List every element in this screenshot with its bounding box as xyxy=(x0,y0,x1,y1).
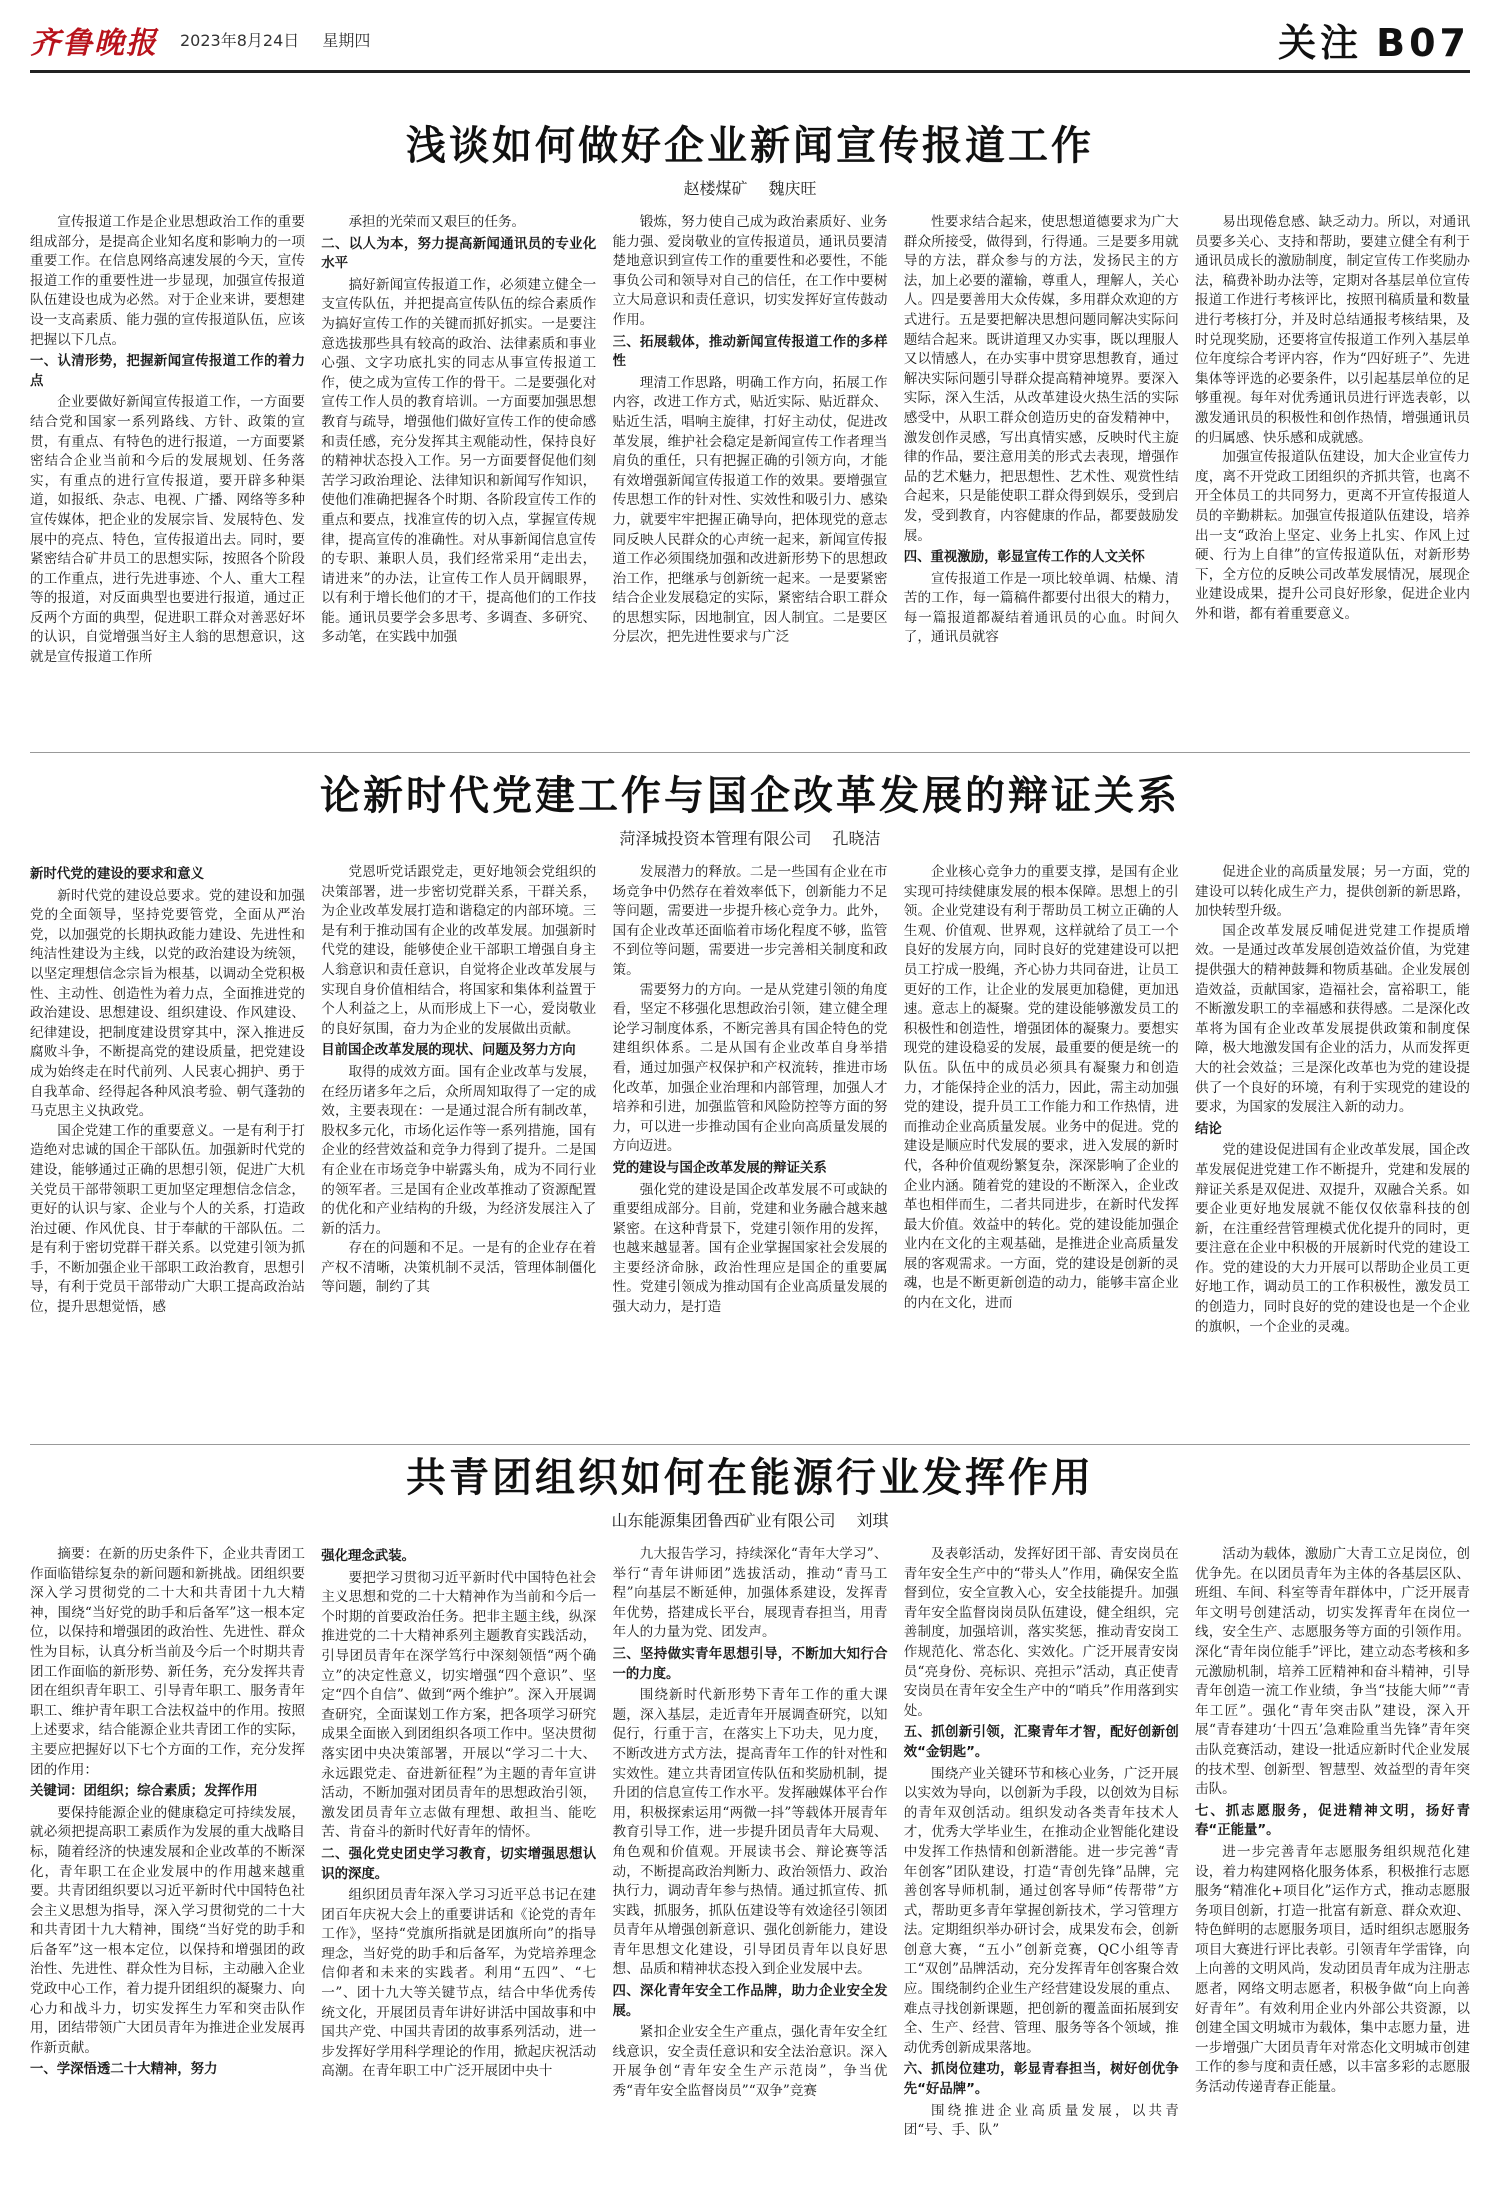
byline-author: 魏庆旺 xyxy=(768,179,817,198)
issue-weekday: 星期四 xyxy=(322,31,371,50)
subheading: 五、抓创新引领，汇聚青年才智，配好创新创效“金钥匙”。 xyxy=(903,1725,1179,1760)
paragraph: 要把学习贯彻习近平新时代中国特色社会主义思想和党的二十大精神作为当前和今后一个时期的首要政治任务。把非主题主线，纵深推进党的二十大精神系列主题教育实践活动，引导团员青年在深学笃行中深刻领悟“两个确立”的决定性意义，切实增强“四个意识”、坚定“四个自信”、做到“两个维护”。深入开展调查研究，全面谋划工作方案，把各项学习研究成果全面嵌入到团组织各项工作中。坚决贯彻落实团中央决策部署，开展以“学习二十大、永远跟党走、奋进新征程”为主题的青年宣讲活动，不断加强对团员青年的思想政治引领，激发团员青年立志做有理想、敢担当、能吃苦、肯奋斗的新时代好青年的情怀。 xyxy=(321,1569,597,1841)
paragraph: 国企党建工作的重要意义。一是有利于打造绝对忠诚的国企干部队伍。加强新时代党的建设，能够通过正确的思想引领，促进广大机关党员干部带领职工更加坚定理想信念信念，更好的认识与家、企业与个人的关系，打造政治过硬、作风优良、甘于奉献的干部队伍。二是有利于密切党群干群关系。以党建引领为抓手，不断加强企业干部职工政治教育，思想引导，有利于党员干部带动广大职工提高政治站位，提升思想觉悟，感 xyxy=(30,1122,305,1316)
article-2 xyxy=(30,770,1470,1440)
paragraph: 企业核心竞争力的重要支撑，是国有企业实现可持续健康发展的根本保障。思想上的引领。企业党建设有利于帮助员工树立正确的人生观、价值观、世界观，这样就给了员工一个良好的发展方向，同时良好的党建建设可以把员工拧成一股绳，齐心协力共同奋进，让员工更好的工作，让企业的发展更加稳健，更加迅速。意志上的凝聚。党的建设能够激发员工的积极性和创造性，增强团体的凝聚力。要想实现党的建设稳妥的发展，最重要的便是统一的队伍。队伍中的成员必须具有凝聚力和创造力，才能保持企业的活力，因此，需主动加强党的建设，提升员工工作能力和工作热情，进而推动企业高质量发展。业务中的促进。党的建设是顺应时代发展的要求，进入发展的新时代，各种价值观纷繁复杂，深深影响了企业的企业内涵。随着党的建设的不断深入，企业改革也相伴而生，二者共同进步，在新时代发挥最大价值。效益中的转化。党的建设能加强企业内在文化的主观基础，是推进企业高质量发展的客观需求。一方面，党的建设是创新的灵魂，也是不断更新创造的动力，能够丰富企业的内在文化，进而 xyxy=(903,864,1179,1312)
paragraph: 活动为载体，激励广大青工立足岗位，创优争先。在以团员青年为主体的各基层区队、班组、车间、科室等青年群体中，广泛开展青年文明号创建活动，切实发挥青年在岗位一线，安全生产、志愿服务等方面的引领作用。深化“青年岗位能手”评比，建立动态考核和多元激励机制，培养工匠精神和奋斗精神，引导青年创造一流工作业绩，争当“技能大师”“青年工匠”。强化“青年突击队”建设，深入开展“青春建功‘十四五’急难险重当先锋”青年突击队竞赛活动，建设一批适应新时代企业发展的技术型、创新型、智慧型、效益型的青年突击队。 xyxy=(1195,1546,1470,1798)
text-column xyxy=(1195,1545,1470,2192)
text-column xyxy=(321,213,596,740)
subheading: 一、认清形势，把握新闻宣传报道工作的着力点 xyxy=(30,354,305,389)
subheading: 四、重视激励，彰显宣传工作的人文关怀 xyxy=(903,550,1145,566)
text-column xyxy=(30,1545,305,2192)
subheading: 三、坚持做实青年思想引导，不断加大知行合一的力度。 xyxy=(612,1646,888,1682)
section-divider xyxy=(30,1444,1470,1445)
subheading: 六、抓岗位建功，彰显青春担当，树好创优争先“好品牌”。 xyxy=(903,2062,1179,2098)
paragraph: 取得的成效方面。国有企业改革与发展，在经历诸多年之后，众所周知取得了一定的成效，主要表现在：一是通过混合所有制改革，股权多元化，市场化运作等一系列措施，国有企业的经营效益和竞争力得到了提升。二是国有企业在市场竞争中崭露头角，成为不同行业的领军者。三是国有企业改革推动了资源配置的优化和产业结构的升级，为经济发展注入了新的活力。 xyxy=(321,1063,597,1237)
newspaper-logo: 齐鲁晚报 xyxy=(30,26,158,61)
text-column xyxy=(30,863,305,1440)
paragraph: 围绕产业关键环节和核心业务，广泛开展以实效为导向，以创新为手段，以创效为目标的青年双创活动。组织发动各类青年技术人才，优秀大学毕业生，在推动企业智能化建设中发挥工作热情和创新潜能。进一步完善“青年创客”团队建设，打造“青创先锋”品牌，完善创客导师机制，通过创客导师“传帮带”方式，帮助更多青年掌握创新技术，学习管理方法。定期组织举办研讨会，成果发布会，创新创意大赛，“五小”创新竞赛，QC小组等青工“双创”品牌活动，充分发挥青年创客聚合效应。围绕制约企业生产经营建设发展的重点、难点寻找创新课题，把创新的覆盖面拓展到安全、生产、经营、管理、服务等各个领域，推动优秀创新成果落地。 xyxy=(903,1765,1179,2056)
byline-author: 孔晓洁 xyxy=(832,829,881,848)
subheading: 二、以人为本，努力提高新闻通讯员的专业化水平 xyxy=(321,236,597,272)
article-columns xyxy=(30,863,1470,1440)
section-label xyxy=(1278,12,1470,67)
paragraph: 围绕推进企业高质量发展，以共青团“号、手、队” xyxy=(903,2102,1179,2139)
paragraph: 理清工作思路，明确工作方向，拓展工作内容，改进工作方式，贴近实际、贴近群众、贴近生活，唱响主旋律，打好主动仗，促进改革发展，维护社会稳定是新闻宣传工作者理当肩负的重任，只有把握正确的引领方向，才能有效增强新闻宣传报道工作的效果。要增强宣传思想工作的针对性、实效性和吸引力、感染力，就要牢牢把握正确导向，把体现党的意志同反映人民群众的心声统一起来，新闻宣传报道工作必须围绕加强和改进新形势下的思想政治工作，把继承与创新统一起来。一是要紧密结合企业发展稳定的实际，紧密结合职工群众的思想实际，因地制宜，因人制宜。二是要区分层次，把先进性要求与广泛 xyxy=(612,374,888,646)
paragraph: 进一步完善青年志愿服务组织规范化建设，着力构建网格化服务体系，积极推行志愿服务“精准化+项目化”运作方式，推动志愿服务项目创新，打造一批富有新意、群众欢迎、特色鲜明的志愿服务项目，适时组织志愿服务项目大赛进行评比表彰。引领青年学雷锋，向上向善的文明风尚，发动团员青年成为注册志愿者，网络文明志愿者，积极争做“向上向善好青年”。有效利用企业内外部公共资源，以创建全国文明城市为载体，集中志愿力量，进一步增强广大团员青年对常态化文明城市创建工作的参与度和责任感，以丰富多彩的志愿服务活动传递青春正能量。 xyxy=(1195,1843,1470,2096)
paragraph: 承担的光荣而又艰巨的任务。 xyxy=(348,214,526,230)
text-column xyxy=(613,213,888,740)
paragraph: 国企改革发展反哺促进党建工作提质增效。一是通过改革发展创造效益价值，为党建提供强大的精神鼓舞和物质基础。企业发展创造效益，贡献国家，造福社会，富裕职工，能不断激发职工的幸福感和获得感。二是深化改革将为国有企业改革发展提供政策和制度保障，极大地激发国有企业的活力，从而发挥更大的社会效益；三是深化改革也为党的建设提供了一个良好的环境，有利于实现党的建设的要求，为国家的发展注入新的动力。 xyxy=(1195,922,1470,1116)
section-divider xyxy=(30,752,1470,753)
subheading: 三、拓展载体，推动新闻宣传报道工作的多样性 xyxy=(612,334,888,370)
subheading: 二、强化党史团史学习教育，切实增强思想认识的深度。 xyxy=(321,1846,597,1882)
paragraph: 九大报告学习，持续深化“青年大学习”、举行“青年讲师团”选拔活动，推动“青马工程”向基层不断延伸，加强体系建设，发挥青年优势，搭建成长平台，展现青春担当，用青年人的力量为党、团发声。 xyxy=(612,1546,888,1641)
masthead xyxy=(30,8,1470,73)
text-column xyxy=(904,863,1179,1440)
text-column xyxy=(904,1545,1179,2192)
article-3 xyxy=(30,1452,1470,2192)
byline-org: 菏泽城投资本管理有限公司 xyxy=(619,829,812,848)
article-1 xyxy=(30,120,1470,740)
text-column xyxy=(613,863,888,1440)
paragraph: 存在的问题和不足。一是有的企业存在着产权不清晰，决策机制不灵活，管理体制僵化等问题，制约了其 xyxy=(321,1240,597,1296)
paragraph: 党恩听党话跟党走，更好地领会党组织的决策部署，进一步密切党群关系，干群关系，为企业改革发展打造和谐稳定的内部环境。三是有利于推动国有企业的改革发展。加强新时代党的建设，能够使企业干部职工增强自身主人翁意识和责任意识，自觉将企业改革发展与实现自身价值相结合，将国家和集体利益置于个人利益之上，从而形成上下一心，爱岗敬业的良好氛围，奋力为企业的发展做出贡献。 xyxy=(321,864,597,1037)
paragraph: 性要求结合起来，使思想道德要求为广大群众所接受，做得到，行得通。三是要多用就导的方法，群众参与的方法，发扬民主的方法，加上必要的灌输，尊重人，理解人，关心人。四是要善用大众传媒，多用群众欢迎的方式进行。五是要把解决思想问题同解决实际问题结合起来。既讲道理又办实事，既以理服人又以情感人，在办实事中贯穿思想教育，通过解决实际问题引导群众提高精神境界。要深入实际，深入生活，从改革建设火热生活的实际感受中，从职工群众创造历史的奋发精神中，激发创作灵感，写出真情实感，反映时代主旋律的作品，要注意用美的形式去表现，增强作品的艺术魅力，把思想性、艺术性、观赏性结合起来，只是能使职工群众得到娱乐，受到启发，受到教育，内容健康的作品，都要鼓励发展。 xyxy=(903,214,1179,544)
subheading: 强化理念武装。 xyxy=(321,1549,415,1564)
paragraph: 发展潜力的释放。二是一些国有企业在市场竞争中仍然存在着效率低下，创新能力不足等问题，需要进一步提升核心竞争力。此外，国有企业改革还面临着市场化程度不够，监管不到位等问题，需要进一步完善相关制度和政策。 xyxy=(612,864,888,978)
article-byline xyxy=(30,1508,1470,1531)
text-column xyxy=(321,1545,596,2192)
paragraph: 强化党的建设是国企改革发展不可或缺的重要组成部分。目前，党建和业务融合越来越紧密。在这种背景下，党建引领作用的发挥，也越来越显著。国有企业掌握国家社会发展的主要经济命脉，政治性理应是国企的重要属性。党建引领成为推动国有企业高质量发展的强大动力，是打造 xyxy=(612,1181,888,1316)
paragraph: 摘要：在新的历史条件下，企业共青团工作面临错综复杂的新问题和新挑战。团组织要深入学习贯彻党的二十大和共青团十九大精神，围绕“当好党的助手和后备军”这一根本定位，以保持和增强团的政治性、先进性、群众性为目标，认真分析当前及今后一个时期共青团工作面临的新形势、新任务，充分发挥共青团在组织青年职工、引导青年职工、服务青年职工、维护青年职工合法权益中的作用。按照上述要求，结合能源企业共青团工作的实际，主要应把握好以下七个方面的工作，充分发挥团的作用： xyxy=(30,1546,305,1778)
issue-meta xyxy=(180,28,388,51)
paragraph: 紧扣企业安全生产重点，强化青年安全红线意识，安全责任意识和安全法治意识。深入开展争创“青年安全生产示范岗”，争当优秀“青年安全监督岗员”“双争”竞赛 xyxy=(612,2024,888,2100)
subheading: 新时代党的建设的要求和意义 xyxy=(30,867,205,882)
subheading: 党的建设与国企改革发展的辩证关系 xyxy=(612,1160,827,1176)
article-title: 浅谈如何做好企业新闻宣传报道工作 xyxy=(406,123,1094,169)
paragraph: 加强宣传报道队伍建设，加大企业宣传力度，离不开党政工团组织的齐抓共管，也离不开全体员工的共同努力，更离不开宣传报道人员的辛勤耕耘。加强宣传报道队伍建设，培养出一支“政治上坚定、业务上扎实、作风上过硬、行为上自律”的宣传报道队伍，对新形势下，全方位的反映公司改革发展情况，展现企业建设成果，提升公司良好形象，促进企业内外和谐，都有着重要意义。 xyxy=(1195,449,1470,622)
article-byline xyxy=(30,176,1470,199)
article-title: 共青团组织如何在能源行业发挥作用 xyxy=(406,1455,1094,1501)
subheading: 一、学深悟透二十大精神，努力 xyxy=(30,2062,218,2078)
paragraph: 新时代党的建设总要求。党的建设和加强党的全面领导，坚持党要管党，全面从严治党，以加强党的长期执政能力建设、先进性和纯洁性建设为主线，以党的政治建设为统领，以坚定理想信念宗旨为根基，以调动全党积极性、主动性、创造性为着力点，全面推进党的政治建设、思想建设、组织建设、作风建设、纪律建设，把制度建设贯穿其中，深入推进反腐败斗争，不断提高党的建设质量，把党建设成为始终走在时代前列、人民衷心拥护、勇于自我革命、经得起各种风浪考验、朝气蓬勃的马克思主义执政党。 xyxy=(30,887,305,1120)
article-byline xyxy=(30,826,1470,849)
paragraph: 促进企业的高质量发展；另一方面，党的建设可以转化成生产力，提供创新的新思路，加快转型升级。 xyxy=(1195,864,1470,920)
byline-org: 赵楼煤矿 xyxy=(683,179,748,198)
paragraph: 需要努力的方向。一是从党建引领的角度看，坚定不移强化思想政治引领，建立健全理论学习制度体系，不断完善具有国企特色的党建组织体系。二是从国有企业改革自身举措看，通过加强产权保护和产权流转，推进市场化改革，加强企业治理和内部管理，加强人才培养和引进，加强监管和风险防控等方面的努力，可以进一步推动国有企业向高质量发展的方向迈进。 xyxy=(612,981,888,1155)
paragraph: 围绕新时代新形势下青年工作的重大课题，深入基层，走近青年开展调查研究，以知促行，行重于言，在落实上下功夫，见力度，不断改进方式方法，提高青年工作的针对性和实效性。建立共青团宣传队伍和奖励机制，提升团的信息宣传工作水平。发挥融媒体平台作用，积极探索运用“两微一抖”等载体开展青年教育引导工作，进一步提升团员青年大局观、角色观和价值观。开展读书会、辩论赛等活动，不断提高政治判断力、政治领悟力、政治执行力，调动青年参与热情。通过抓宣传、抓实践，抓服务，抓队伍建设等有效途径引领团员青年从增强创新意识、强化创新能力，建设青年思想文化建设，引导团员青年以良好思想、品质和精神状态投入到企业发展中去。 xyxy=(612,1687,888,1978)
paragraph: 组织团员青年深入学习习近平总书记在建团百年庆祝大会上的重要讲话和《论党的青年工作》，坚持“党旗所指就是团旗所向”的指导理念，当好党的助手和后备军，为党培养理念信仰者和未来的实践者。利用“五四”、“七一”、团十九大等关键节点，结合中华优秀传统文化，开展团员青年讲好讲活中国故事和中国共产党、中国共青团的故事系列活动，进一步发挥好学用科学理论的作用，掀起庆祝活动高潮。在青年职工中广泛开展团中央十 xyxy=(321,1887,597,2080)
article-columns xyxy=(30,213,1470,740)
paragraph: 企业要做好新闻宣传报道工作，一方面要结合党和国家一系列路线、方针、政策的宣贯，有重点、有特色的进行报道，一方面要紧密结合企业当前和今后的发展规划、任务落实，有重点的进行宣传报道，要开辟多种渠道，如报纸、杂志、电视、广播、网络等多种宣传媒体，把企业的发展宗旨、发展特色、发展中的亮点、特色，宣传报道出去。同时，要紧密结合矿井员工的思想实际，按照各个阶段的工作重点，进行先进事迹、个人、重大工程等的报道，对反面典型也要进行报道，通过正反两个方面的典型，促进职工群众对善恶好坏的认识，自觉增强当好主人翁的思想意识，这就是宣传报道工作所 xyxy=(30,394,305,666)
paragraph: 党的建设促进国有企业改革发展，国企改革发展促进党建工作不断提升，党建和发展的辩证关系是双促进、双提升，双融合关系。如要企业更好地发展就不能仅仅依靠科技的创新，在注重经营管理模式优化提升的同时，更要注意在企业中积极的开展新时代党的建设工作。党的建设的大力开展可以帮助企业员工更好地工作，调动员工的工作积极性，激发员工的创造力，同时良好的党的建设也是一个企业的旗帜，一个企业的灵魂。 xyxy=(1195,1142,1470,1335)
paragraph: 锻炼，努力使自己成为政治素质好、业务能力强、爱岗敬业的宣传报道员，通讯员要清楚地意识到宣传工作的重要性和必要性，不能事负公司和领导对自己的信任，在工作中要树立大局意识和责任意识，切实发挥好宣传鼓动作用。 xyxy=(612,214,888,328)
paragraph: 宣传报道工作是企业思想政治工作的重要组成部分，是提高企业知名度和影响力的一项重要工作。在信息网络高速发展的今天，宣传报道工作的重要性进一步显现，加强宣传报道队伍建设也成为必然。对于企业来讲，要想建设一支高素质、能力强的宣传报道队伍，应该把握以下几点。 xyxy=(30,214,305,348)
text-column xyxy=(1195,863,1470,1440)
paragraph: 要保持能源企业的健康稳定可持续发展，就必须把提高职工素质作为发展的重大战略目标，随着经济的快速发展和企业改革的不断深化，青年职工在企业发展中的作用越来越重要。共青团组织要以习近平新时代中国特色社会主义思想为指导，深入学习贯彻党的二十大和共青团十九大精神，围绕“当好党的助手和后备军”这一根本定位，以保持和增强团的政治性、先进性、群众性为目标，主动融入企业党政中心工作，着力提升团组织的凝聚力、向心力和战斗力，切实发挥生力军和突击队作用，团结带领广大团员青年为推进企业发展再作新贡献。 xyxy=(30,1804,305,2056)
paragraph: 宣传报道工作是一项比较单调、枯燥、清苦的工作，每一篇稿件都要付出很大的精力，每一篇报道都凝结着通讯员的心血。时间久了，通讯员就容 xyxy=(903,570,1179,646)
paragraph: 搞好新闻宣传报道工作，必须建立健全一支宣传队伍，并把提高宣传队伍的综合素质作为搞好宣传工作的关键而抓好抓实。一是要注意选拔那些具有较高的政治、法律素质和事业心强、文字功底扎实的同志从事宣传报道工作，使之成为宣传工作的骨干。二是要强化对宣传工作人员的教育培训。一方面要加强思想教育与疏导，增强他们做好宣传工作的使命感和责任感，充分发挥其主观能动性，保持良好的精神状态投入工作。另一方面要督促他们刻苦学习政治理论、法律知识和新闻写作知识，使他们准确把握各个时期、各阶段宣传工作的重点和要点，找准宣传的切入点，掌握宣传规律，提高宣传的准确性。对从事新闻信息宣传的专职、兼职人员，我们经常采用“走出去，请进来”的办法，让宣传工作人员开阔眼界，以有利于增长他们的才干，提高他们的工作技能。通讯员要学会多思考、多调查、多研究、多动笔，在实践中加强 xyxy=(321,276,597,646)
issue-date: 2023年8月24日 xyxy=(180,31,300,50)
subheading: 目前国企改革发展的现状、问题及努力方向 xyxy=(321,1043,576,1059)
text-column xyxy=(613,1545,888,2192)
subheading: 七、抓志愿服务，促进精神文明，扬好青春“正能量”。 xyxy=(1195,1803,1470,1839)
byline-org: 山东能源集团鲁西矿业有限公司 xyxy=(611,1511,836,1530)
paragraph: 易出现倦怠感、缺乏动力。所以，对通讯员要多关心、支持和帮助，要建立健全有利于通讯员成长的激励制度，制定宣传工作奖励办法，稿费补助办法等，定期对各基层单位宣传报道工作进行考核评比，按照刊稿质量和数量进行考核打分，并及时总结通报考核结果，及时兑现奖励，还要将宣传报道工作列入基层单位年度综合考评内容，作为“四好班子”、先进集体等评选的必要条件，以引起基层单位的足够重视。每年对优秀通讯员进行评选表彰，以激发通讯员的积极性和创作热情，增强通讯员的归属感、快乐感和成就感。 xyxy=(1195,214,1470,446)
text-column xyxy=(321,863,596,1440)
byline-author: 刘琪 xyxy=(856,1511,889,1530)
text-column xyxy=(904,213,1179,740)
subheading: 关键词：团组织；综合素质；发挥作用 xyxy=(30,1784,258,1800)
subheading: 四、深化青年安全工作品牌，助力企业安全发展。 xyxy=(612,1984,888,2019)
text-column xyxy=(1195,213,1470,740)
article-title: 论新时代党建工作与国企改革发展的辩证关系 xyxy=(320,773,1180,819)
paragraph: 及表彰活动，发挥好团干部、青安岗员在青年安全生产中的“带头人”作用，确保安全监督到位，安全宣教入心，安全技能提升。加强青年安全监督岗岗员队伍建设，健全组织，完善制度，加强培训，落实奖惩，推动青安岗工作规范化、常态化、实效化。广泛开展青安岗员“亮身份、亮标识、亮担示”活动，真正使青安岗员在青年安全生产中的“哨兵”作用落到实处。 xyxy=(903,1546,1179,1719)
page-number: B07 xyxy=(1376,21,1470,65)
text-column xyxy=(30,213,305,740)
section-name: 关注 xyxy=(1278,21,1363,65)
subheading: 结论 xyxy=(1195,1121,1222,1137)
article-columns xyxy=(30,1545,1470,2192)
